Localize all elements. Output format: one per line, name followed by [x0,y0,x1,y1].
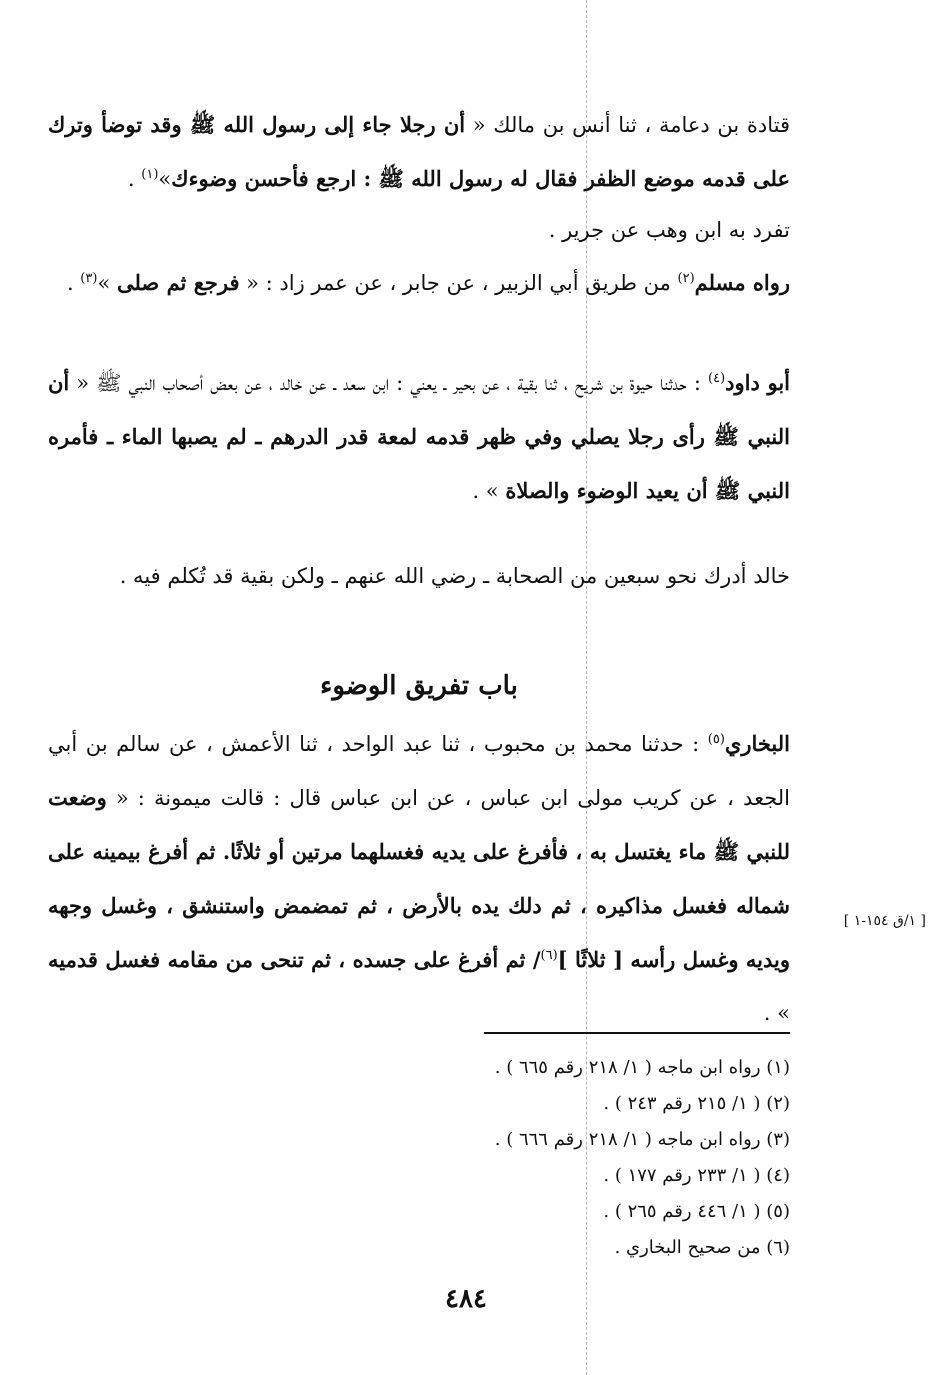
footnote-3: (٣) رواه ابن ماجه ( ١/ ٢١٨ رقم ٦٦٦ ) . [494,1129,790,1150]
paragraph-5 [48,550,790,617]
narration-text: : حدثنا محمد بن محبوب ، ثنا عبد الواحد ، ثنا الأعمش ، عن سالم بن أبي الجعد ، عن كريب مولى ابن عباس ، عن ابن عباس قال : قالت ميمونة : « [48,732,790,810]
hadith-text: أن رجلا جاء إلى رسول الله ﷺ وقد توضأ وترك على قدمه موضع الظفر فقال له رسول الله ﷺ : ارجع فأحسن وضوءك [48,112,790,191]
hadith-text: أن النبي ﷺ رأى رجلا يصلي وفي ظهر قدمه لمعة قدر الدرهم ـ لم يصبها الماء ـ فأمره النبي ﷺ أن يعيد الوضوء والصلاة [48,370,790,503]
hadith-text: البخاري [724,731,790,756]
narration-text: » . [472,479,506,503]
paragraph-3 [48,256,790,324]
narration-text: . [66,271,81,295]
hadith-text: وضعت للنبي ﷺ ماء يغتسل به ، فأفرغ على يديه فغسلهما مرتين أو ثلاثًا. ثم أفرغ بيمينه على شماله فغسل مذاكيره ، ثم دلك يده بالأرض ، ثم تمضمض واستنشق ، وغسل وجهه ويديه وغسل رأسه [ ثلاثًا ] [48,785,791,972]
narration-text: » [97,271,117,295]
footnote-separator [484,1032,790,1034]
footnote-ref: (٤) [708,371,726,386]
paragraph-text [48,256,790,310]
footnote-6: (٦) من صحيح البخاري . [614,1237,790,1258]
footnote-5: (٥) ( ١/ ٤٤٦ رقم ٢٦٥ ) . [603,1201,790,1222]
narration-text: تفرد به ابن وهب عن جرير . [548,218,790,242]
paragraph-text [48,204,790,257]
section-heading: باب تفريق الوضوء [320,671,518,701]
hadith-text: رواه مسلم [694,270,790,295]
footnotes [400,1050,790,1266]
narration-text: : حدثنا حيوة بن شريح ، ثنا بقية ، عن بحير ـ يعني : ابن سعد ـ عن خالد ، عن بعض أصحاب النبي ﷺ « [69,371,708,395]
footnote-1: (١) رواه ابن ماجه ( ١/ ٢١٨ رقم ٦٦٥ ) . [494,1057,790,1078]
narration-text: قتادة بن دعامة ، ثنا أنس بن مالك « [465,113,790,137]
paragraph-1 [48,98,790,220]
footnote-ref: (١) [141,167,159,182]
narration-text: من طريق أبي الزبير ، عن جابر ، عن عمر زاد : « [239,271,678,295]
paragraph-text [48,717,790,1040]
hadith-text: / ثم أفرغ على جسده ، ثم تنحى من مقامه فغسل قدميه [48,947,541,972]
footnote-2: (٢) ( ١/ ٢١٥ رقم ٢٤٣ ) . [603,1093,790,1114]
paragraph-text [48,356,790,518]
footnote-ref: (٣) [80,271,98,286]
footnote-ref: (٥) [707,732,725,747]
hadith-text: أبو داود [725,370,790,395]
narration-text: » [158,167,172,191]
footnote-ref: (٦) [540,948,558,963]
paragraph-4 [48,356,790,532]
narration-text: خالد أدرك نحو سبعين من الصحابة ـ رضي الله عنهم ـ ولكن بقية قد تُكلم فيه . [119,564,790,588]
paragraph-text [48,98,790,206]
paragraph-text [48,550,790,603]
manuscript-folio-note: [ ١/ق ١٥٤-١ ] [843,913,926,929]
paragraph-6 [48,717,790,1054]
page-number: ٤٨٤ [445,1284,487,1314]
narration-text: » . [763,1001,790,1025]
hadith-text: فرجع ثم صلى [116,270,240,295]
footnote-4: (٤) ( ١/ ٢٣٣ رقم ١٧٧ ) . [603,1165,790,1186]
narration-text: . [127,167,142,191]
footnote-ref: (٢) [677,271,695,286]
